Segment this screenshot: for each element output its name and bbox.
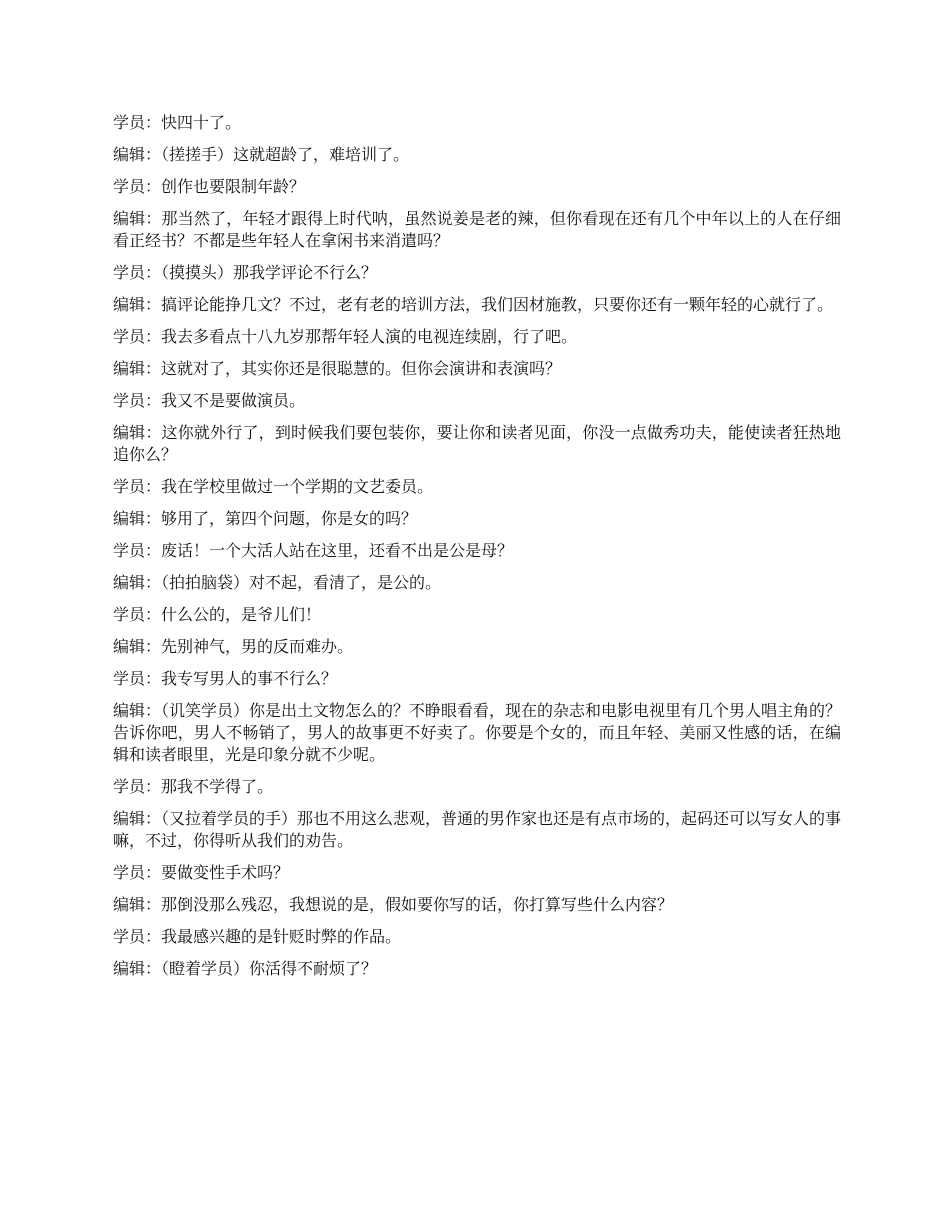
dialogue-line: 编辑：那倒没那么残忍，我想说的是，假如要你写的话，你打算写些什么内容？ xyxy=(113,895,674,914)
dialogue-text xyxy=(113,112,841,990)
dialogue-line: 学员：什么公的，是爷儿们！ xyxy=(113,605,322,624)
dialogue-line: 学员：要做变性手术吗？ xyxy=(113,863,290,882)
dialogue-line: 编辑：（又拉着学员的手）那也不用这么悲观，普通的男作家也还是有点市场的，起码还可以写女人的事嘛，不过，你得听从我们的劝告。 xyxy=(113,809,842,850)
dialogue-line: 编辑：（搓搓手）这就超龄了，难培训了。 xyxy=(113,145,410,164)
dialogue-line: 学员：那我不学得了。 xyxy=(113,777,274,796)
dialogue-line: 编辑：那当然了，年轻才跟得上时代呐，虽然说姜是老的辣，但你看现在还有几个中年以上的人在仔细看正经书？不都是些年轻人在拿闲书来消遣吗？ xyxy=(113,209,841,250)
dialogue-line: 编辑：（拍拍脑袋）对不起，看清了，是公的。 xyxy=(113,573,442,592)
dialogue-line: 学员：我又不是要做演员。 xyxy=(113,391,306,410)
dialogue-line: 学员：创作也要限制年龄？ xyxy=(113,177,306,196)
dialogue-line: 学员：废话！一个大活人站在这里，还看不出是公是母？ xyxy=(113,541,514,560)
dialogue-line: 编辑：（讥笑学员）你是出土文物怎么的？不睁眼看看，现在的杂志和电影电视里有几个男人唱主角的？告诉你吧，男人不畅销了，男人的故事更不好卖了。你要是个女的，而且年轻、美丽又性感的话，在编辑和读者眼里，光是印象分就不少呢。 xyxy=(113,701,842,764)
dialogue-line: 编辑：先别神气，男的反而难办。 xyxy=(113,637,354,656)
dialogue-line: 编辑：够用了，第四个问题，你是女的吗？ xyxy=(113,509,418,528)
dialogue-line: 学员：我最感兴趣的是针贬时弊的作品。 xyxy=(113,927,402,946)
dialogue-line: 学员：我在学校里做过一个学期的文艺委员。 xyxy=(113,477,434,496)
dialogue-line: 编辑：（瞪着学员）你活得不耐烦了？ xyxy=(113,959,378,978)
dialogue-line: 编辑：搞评论能挣几文？不过，老有老的培训方法，我们因材施教，只要你还有一颗年轻的心就行了。 xyxy=(113,295,834,314)
dialogue-line: 编辑：这就对了，其实你还是很聪慧的。但你会演讲和表演吗？ xyxy=(113,359,562,378)
dialogue-line: 学员：快四十了。 xyxy=(113,113,242,132)
dialogue-line: 学员：（摸摸头）那我学评论不行么？ xyxy=(113,263,378,282)
dialogue-line: 学员：我专写男人的事不行么？ xyxy=(113,669,338,688)
dialogue-line: 编辑：这你就外行了，到时候我们要包装你，要让你和读者见面，你没一点做秀功夫，能使读者狂热地追你么？ xyxy=(113,423,841,464)
dialogue-line: 学员：我去多看点十八九岁那帮年轻人演的电视连续剧，行了吧。 xyxy=(113,327,578,346)
